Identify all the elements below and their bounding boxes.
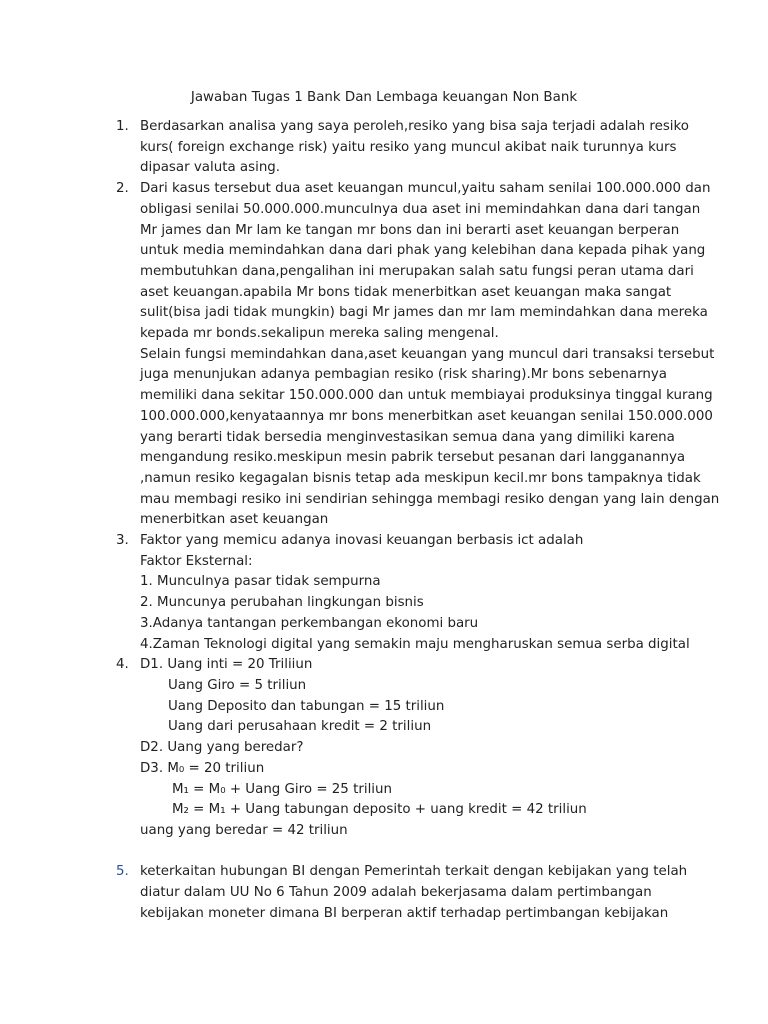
answer-list [116,117,720,924]
text-line: membutuhkan dana,pengalihan ini merupakan salah satu fungsi peran utama dari [140,263,694,279]
text-line: ,namun resiko kegagalan bisnis tetap ada meskipun kecil.mr bons tampaknya tidak [140,470,701,486]
d2-line: D2. Uang yang beredar? [140,740,304,756]
text-line: mau membagi resiko ini sendirian sehingga membagi resiko dengan yang lain dengan [140,491,720,507]
d1-sub-line: Uang dari perusahaan kredit = 2 triliun [168,719,432,735]
blank-line [116,842,716,863]
text-line: memiliki dana sekitar 150.000.000 dan untuk membiayai produksinya tinggal kurang [140,388,713,404]
d1-line: D1. Uang inti = 20 Triliiun [140,657,313,673]
text-line: Faktor Eksternal: [140,553,253,569]
answer-item-3 [116,531,716,655]
item-number: 1. [116,119,129,134]
text-line: kurs( foreign exchange risk) yaitu resiko yang muncul akibat naik turunnya kurs [140,139,677,155]
text-line: aset keuangan.apabila Mr bons tidak menerbitkan aset keuangan maka sangat [140,284,672,300]
text-line: yang berarti tidak bersedia menginvestasikan semua dana yang dimiliki karena [140,429,675,445]
text-line: menerbitkan aset keuangan [140,512,329,528]
text-line: Selain fungsi memindahkan dana,aset keuangan yang muncul dari transaksi tersebut [140,346,715,362]
answer-item-2 [116,179,720,531]
text-line: Faktor yang memicu adanya inovasi keuangan berbasis ict adalah [140,533,584,549]
text-line: sulit(bisa jadi tidak mungkin) bagi Mr james dan mr lam memindahkan dana mereka [140,305,708,321]
text-line: 4.Zaman Teknologi digital yang semakin maju mengharuskan semua serba digital [140,636,690,652]
item-number: 5. [116,864,129,880]
text-line: kepada mr bonds.sekalipun mereka saling mengenal. [140,326,499,342]
d3-line: D3. M₀ = 20 triliun [140,760,265,776]
text-line: untuk media memindahkan dana dari phak yang kelebihan dana kepada pihak yang [140,243,706,259]
item-number: 4. [116,657,129,673]
text-line: dipasar valuta asing. [140,160,281,176]
text-line: 2. Muncunya perubahan lingkungan bisnis [140,595,424,611]
d1-sub-line: Uang Giro = 5 triliun [168,677,307,693]
item-number: 2. [116,181,129,197]
text-line: Mr james dan Mr lam ke tangan mr bons dan ini berarti aset keuangan berperan [140,222,680,238]
item-number: 3. [116,533,129,549]
text-line: keterkaitan hubungan BI dengan Pemerintah terkait dengan kebijakan yang telah [140,864,688,880]
conclusion-line: uang yang beredar = 42 triliun [140,822,348,838]
text-line: kebijakan moneter dimana BI berperan aktif terhadap pertimbangan kebijakan [140,905,669,921]
d1-sub-line: Uang Deposito dan tabungan = 15 triliun [168,698,445,714]
text-line: Berdasarkan analisa yang saya peroleh,resiko yang bisa saja terjadi adalah resiko [140,119,689,134]
d3-sub-line: M₁ = M₀ + Uang Giro = 25 triliun [172,781,392,797]
answer-item-1 [116,117,716,179]
document-title: Jawaban Tugas 1 Bank Dan Lembaga keuangan Non Bank [190,90,578,105]
text-line: Dari kasus tersebut dua aset keuangan muncul,yaitu saham senilai 100.000.000 dan [140,181,711,197]
text-line: 3.Adanya tantangan perkembangan ekonomi baru [140,615,479,631]
text-line: 100.000.000,kenyataannya mr bons menerbitkan aset keuangan senilai 150.000.000 [140,408,713,424]
answer-item-4 [116,655,716,841]
d3-sub-line: M₂ = M₁ + Uang tabungan deposito + uang kredit = 42 triliun [172,802,587,818]
text-line: obligasi senilai 50.000.000.munculnya dua aset ini memindahkan dana dari tangan [140,201,701,217]
text-line: diatur dalam UU No 6 Tahun 2009 adalah bekerjasama dalam pertimbangan [140,885,652,900]
text-line: mengandung resiko.meskipun mesin pabrik tersebut pesanan dari langganannya [140,450,686,466]
text-line: juga menunjukan adanya pembagian resiko (risk sharing).Mr bons sebenarnya [140,367,667,383]
answer-item-5 [116,862,716,924]
text-line: 1. Munculnya pasar tidak sempurna [140,574,381,590]
